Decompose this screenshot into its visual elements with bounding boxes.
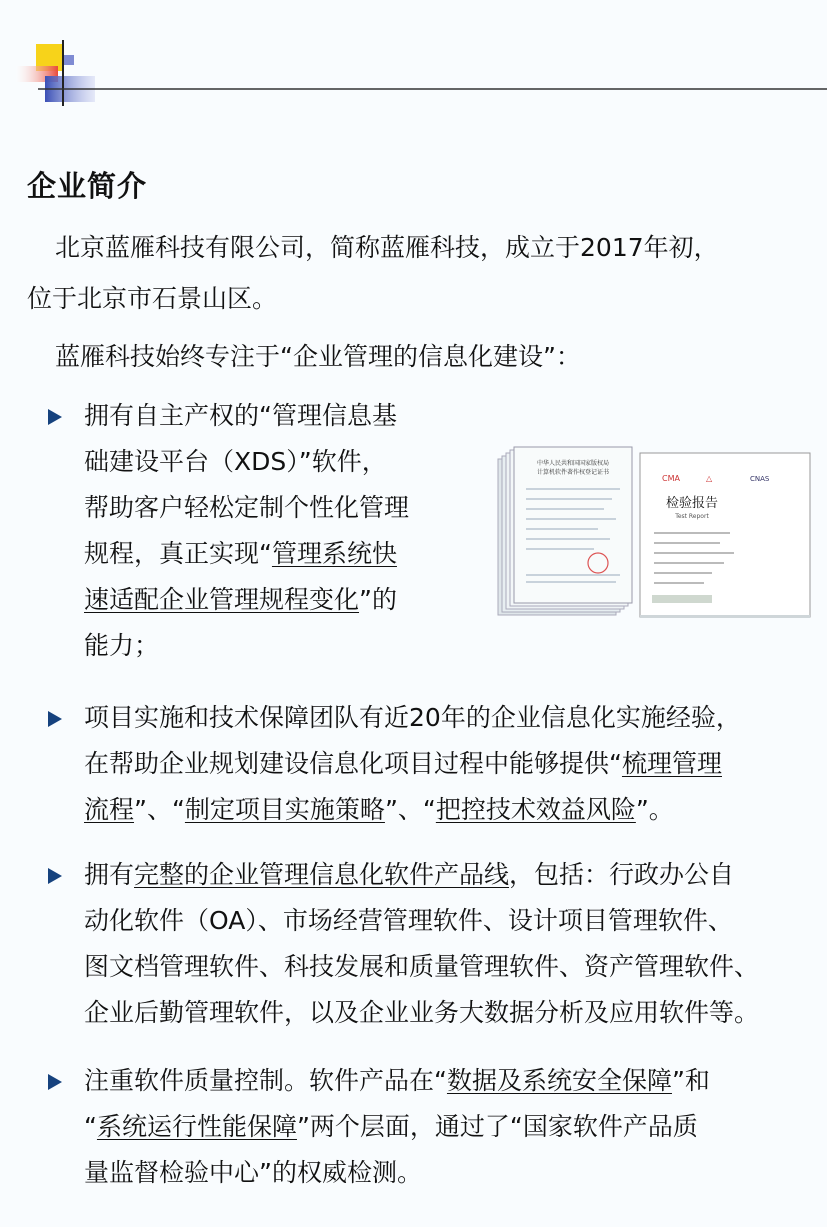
item-emphasis: 流程 bbox=[84, 795, 135, 824]
bullet-marker-1 bbox=[48, 409, 62, 425]
logo-small-blue-square bbox=[64, 55, 74, 65]
item-emphasis: 梳理管理 bbox=[621, 749, 722, 778]
certificate-header-line-1: 中华人民共和国国家版权局 bbox=[536, 460, 610, 467]
certificate-header-line-2: 计算机软件著作权登记证书 bbox=[536, 469, 610, 476]
item-text: 在帮助企业规划建设信息化项目过程中能够提供“ bbox=[84, 749, 622, 778]
item-text: 动化软件（OA）、市场经营管理软件、设计项目管理软件、 bbox=[84, 906, 733, 935]
item-text: 企业后勤管理软件，以及企业业务大数据分析及应用软件等。 bbox=[84, 998, 760, 1027]
item-emphasis: 把控技术效益风险 bbox=[435, 795, 636, 824]
item-text: 础建设平台（XDS）”软件， bbox=[84, 447, 387, 476]
item-emphasis: 完整的企业管理信息化软件产品线 bbox=[134, 860, 510, 889]
item-text: 帮助客户轻松定制个性化管理 bbox=[84, 493, 410, 522]
svg-text:CNAS: CNAS bbox=[750, 475, 770, 483]
item-text: ，包括：行政办公自 bbox=[509, 860, 735, 889]
item-text: 注重软件质量控制。软件产品在“ bbox=[84, 1066, 447, 1095]
item-text: 能力； bbox=[84, 631, 160, 660]
report-subtitle: Test Report bbox=[675, 513, 709, 520]
item-text: ”和 bbox=[671, 1066, 710, 1095]
certificates-image bbox=[494, 445, 814, 620]
list-item-team-experience bbox=[84, 695, 741, 833]
copyright-certificate-stack bbox=[498, 447, 632, 615]
item-text: 量监督检验中心”的权威检测。 bbox=[84, 1158, 422, 1187]
item-text: ”、“ bbox=[134, 795, 185, 824]
item-emphasis: 速适配企业管理规程变化 bbox=[84, 585, 360, 614]
item-text: “ bbox=[84, 1112, 97, 1141]
focus-paragraph bbox=[27, 331, 817, 382]
focus-text: 蓝雁科技始终专注于“企业管理的信息化建设”： bbox=[55, 342, 581, 371]
item-text: 拥有 bbox=[84, 860, 135, 889]
item-emphasis: 管理系统快 bbox=[271, 539, 397, 568]
report-title: 检验报告 bbox=[665, 496, 719, 511]
item-text: ”。 bbox=[635, 795, 674, 824]
list-item-platform bbox=[84, 393, 409, 669]
item-text: ”两个层面，通过了“国家软件产品质 bbox=[296, 1112, 698, 1141]
list-item-quality-control bbox=[84, 1058, 710, 1196]
intro-line-1: 北京蓝雁科技有限公司，简称蓝雁科技，成立于2017年初， bbox=[55, 233, 719, 262]
bullet-marker-2 bbox=[48, 711, 62, 727]
item-text: 图文档管理软件、科技发展和质量管理软件、资产管理软件、 bbox=[84, 952, 760, 981]
intro-line-2: 位于北京市石景山区。 bbox=[27, 284, 278, 313]
item-text: 拥有自主产权的“管理信息基 bbox=[84, 401, 397, 430]
item-text: 项目实施和技术保障团队有近20年的企业信息化实施经验， bbox=[84, 703, 741, 732]
header-logo-decoration bbox=[0, 0, 827, 110]
svg-text:△: △ bbox=[706, 474, 713, 483]
report-footer-logo bbox=[652, 595, 712, 603]
item-emphasis: 数据及系统安全保障 bbox=[446, 1066, 672, 1095]
item-emphasis: 制定项目实施策略 bbox=[184, 795, 385, 824]
bullet-marker-3 bbox=[48, 868, 62, 884]
item-text: ”、“ bbox=[384, 795, 436, 824]
item-emphasis: 系统运行性能保障 bbox=[96, 1112, 297, 1141]
intro-paragraph bbox=[27, 222, 817, 324]
list-item-product-line bbox=[84, 852, 759, 1036]
test-report-document bbox=[640, 453, 810, 618]
page-title: 企业简介 bbox=[27, 169, 148, 203]
bullet-marker-4 bbox=[48, 1074, 62, 1090]
svg-text:CMA: CMA bbox=[662, 474, 680, 483]
item-text: 规程，真正实现“ bbox=[84, 539, 272, 568]
item-text: ”的 bbox=[359, 585, 397, 614]
